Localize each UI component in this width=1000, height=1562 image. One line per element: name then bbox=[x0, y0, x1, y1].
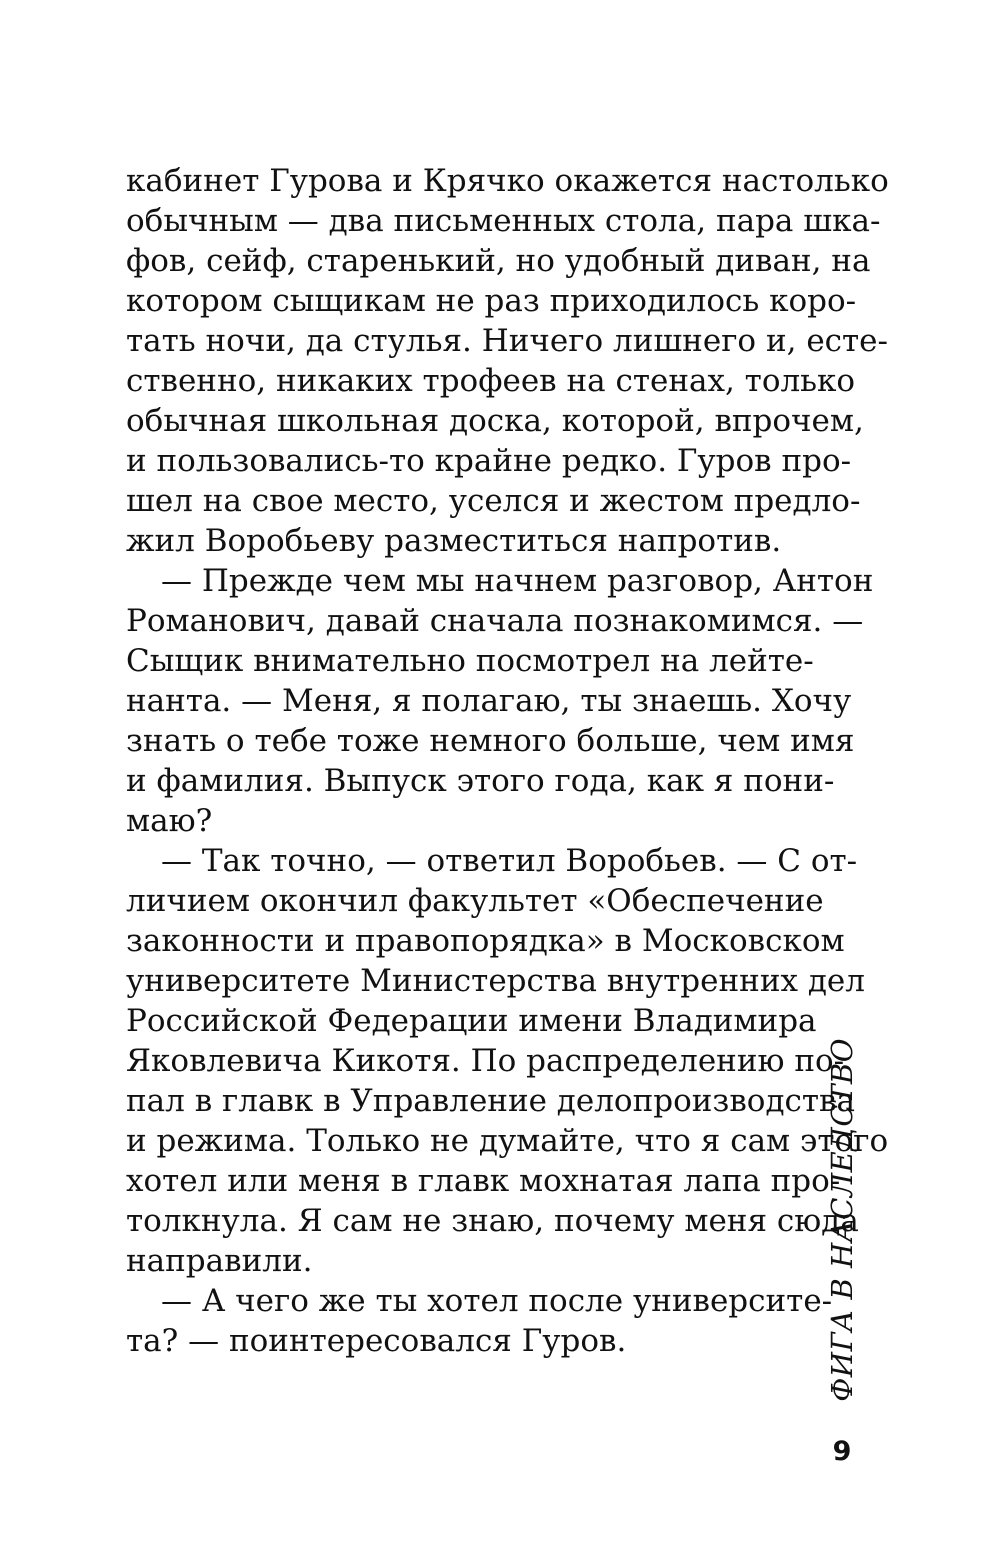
text-line: ственно, никаких трофеев на стенах, только bbox=[126, 363, 856, 399]
text-line: фов, сейф, старенький, но удобный диван, на bbox=[126, 243, 871, 279]
text-line: маю? bbox=[126, 803, 213, 839]
text-line: знать о тебе тоже немного больше, чем имя bbox=[126, 723, 855, 759]
text-line: толкнула. Я сам не знаю, почему меня сюда bbox=[126, 1203, 859, 1239]
text-line: нанта. — Меня, я полагаю, ты знаешь. Хочу bbox=[126, 683, 852, 719]
text-line: личием окончил факультет «Обеспечение bbox=[126, 883, 824, 919]
text-line: Российской Федерации имени Владимира bbox=[126, 1003, 817, 1039]
text-line: тать ночи, да стулья. Ничего лишнего и, есте- bbox=[126, 323, 888, 359]
text-line: законности и правопорядка» в Московском bbox=[126, 923, 845, 959]
text-line: котором сыщикам не раз приходилось коро- bbox=[126, 283, 857, 319]
text-line: и пользовались-то крайне редко. Гуров про- bbox=[126, 443, 852, 479]
text-line: Сыщик внимательно посмотрел на лейте- bbox=[126, 643, 814, 679]
text-line: кабинет Гурова и Крячко окажется настолько bbox=[126, 163, 889, 199]
text-line: университете Министерства внутренних дел bbox=[126, 963, 865, 999]
running-title bbox=[820, 1038, 864, 1402]
text-line: направили. bbox=[126, 1243, 313, 1279]
page-number: 9 bbox=[832, 1436, 852, 1467]
text-line: жил Воробьеву разместиться напротив. bbox=[126, 523, 782, 559]
text-line: та? — поинтересовался Гуров. bbox=[126, 1323, 627, 1359]
text-line: обычным — два письменных стола, пара шка- bbox=[126, 203, 881, 239]
text-line: — Прежде чем мы начнем разговор, Антон bbox=[161, 563, 874, 599]
text-line: обычная школьная доска, которой, впрочем, bbox=[126, 403, 864, 439]
text-line: и режима. Только не думайте, что я сам этого bbox=[126, 1123, 889, 1159]
text-line: шел на свое место, уселся и жестом предло- bbox=[126, 483, 861, 519]
text-line: Романович, давай сначала познакомимся. — bbox=[126, 603, 864, 639]
text-line: Яковлевича Кикотя. По распределению по- bbox=[126, 1043, 845, 1079]
running-title-text: ФИГА В НАСЛЕДСТВО bbox=[825, 1038, 859, 1402]
text-line: и фамилия. Выпуск этого года, как я пони- bbox=[126, 763, 835, 799]
text-line: — Так точно, — ответил Воробьев. — С от- bbox=[161, 843, 858, 879]
text-line: пал в главк в Управление делопроизводства bbox=[126, 1083, 855, 1119]
text-line: — А чего же ты хотел после университе- bbox=[161, 1283, 833, 1319]
text-line: хотел или меня в главк мохнатая лапа про- bbox=[126, 1163, 841, 1199]
